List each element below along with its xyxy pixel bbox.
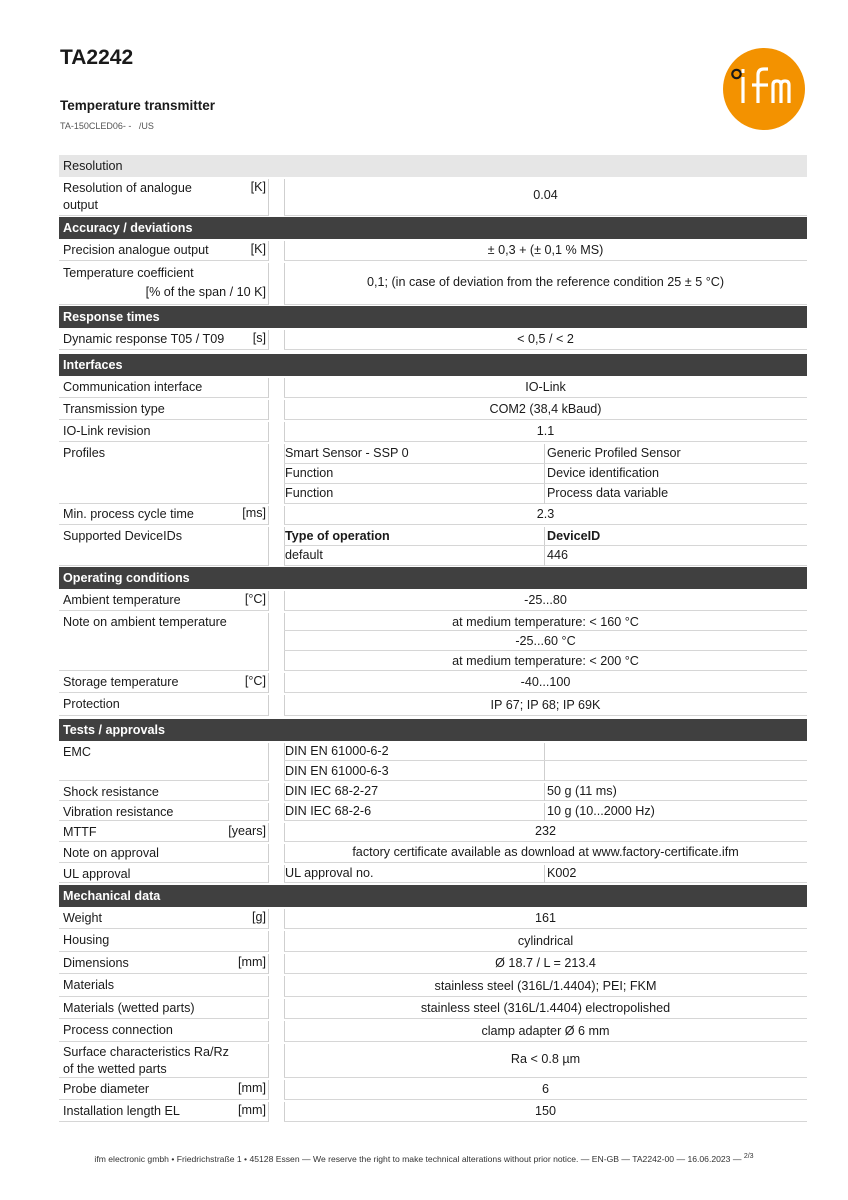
page-number: 2/3 [743, 1153, 754, 1160]
row-materials: Materials stainless steel (316L/1.4404); PEI; FKM [59, 974, 807, 997]
row-emc: EMC DIN EN 61000-6-2 DIN EN 61000-6-3 [59, 741, 807, 781]
section-accuracy: Accuracy / deviations [59, 217, 807, 239]
row-ul-approval: UL approval UL approval no. K002 [59, 863, 807, 883]
row-mttf: MTTF [years] 232 [59, 821, 807, 842]
row-shock-resistance: Shock resistance DIN IEC 68-2-27 50 g (11 ms) [59, 781, 807, 801]
section-response-times: Response times [59, 306, 807, 328]
row-resolution-analogue [59, 177, 807, 216]
section-mechanical-data: Mechanical data [59, 885, 807, 907]
product-code-title: TA2242 [60, 46, 134, 69]
row-materials-wetted: Materials (wetted parts) stainless steel (316L/1.4404) electropolished [59, 997, 807, 1019]
row-unit: [K] [250, 180, 266, 194]
row-supported-device-ids: Supported DeviceIDs Type of operation DeviceID default 446 [59, 525, 807, 566]
row-surface-characteristics: Surface characteristics Ra/Rz of the wetted parts Ra < 0.8 µm [59, 1042, 807, 1078]
section-tests-approvals: Tests / approvals [59, 719, 807, 741]
row-ambient-temperature: Ambient temperature [°C] -25...80 [59, 589, 807, 611]
product-subtitle: Temperature transmitter [60, 98, 216, 113]
row-profiles: Profiles Smart Sensor - SSP 0 Generic Profiled Sensor Function Device identification Function Process data variable [59, 442, 807, 504]
row-dynamic-response: Dynamic response T05 / T09 [s] < 0,5 / < 2 [59, 328, 807, 350]
row-iolink-revision: IO-Link revision 1.1 [59, 420, 807, 442]
row-storage-temperature: Storage temperature [°C] -40...100 [59, 671, 807, 693]
row-temperature-coefficient: Temperature coefficient [% of the span / 10 K] 0,1; (in case of deviation from the reference condition 25 ± 5 °C) [59, 261, 807, 305]
row-dimensions: Dimensions [mm] Ø 18.7 / L = 213.4 [59, 952, 807, 974]
row-probe-diameter: Probe diameter [mm] 6 [59, 1078, 807, 1100]
row-vibration-resistance: Vibration resistance DIN IEC 68-2-6 10 g (10...2000 Hz) [59, 801, 807, 821]
article-code: TA-150CLED06- - /US [60, 121, 154, 131]
row-note-on-approval: Note on approval factory certificate available as download at www.factory-certificate.ifm [59, 842, 807, 863]
section-interfaces: Interfaces [59, 354, 807, 376]
row-weight: Weight [g] 161 [59, 907, 807, 929]
section-operating-conditions: Operating conditions [59, 567, 807, 589]
row-protection: Protection IP 67; IP 68; IP 69K [59, 693, 807, 716]
page-footer: ifm electronic gmbh • Friedrichstraße 1 • 45128 Essen — We reserve the right to make technical alterations without prior notice. — EN-GB — TA2242-00 — 16.06.2023 — $^{2/3}$ [94, 1153, 754, 1164]
row-value: 0.04 [533, 188, 558, 202]
row-housing: Housing cylindrical [59, 929, 807, 952]
row-process-connection: Process connection clamp adapter Ø 6 mm [59, 1019, 807, 1042]
row-installation-length: Installation length EL [mm] 150 [59, 1100, 807, 1122]
section-resolution: Resolution [59, 155, 807, 177]
row-label: Resolution of analogue output [63, 181, 192, 212]
row-precision: Precision analogue output [K] ± 0,3 + (± 0,1 % MS) [59, 239, 807, 261]
ifm-logo [722, 47, 806, 131]
row-ambient-note: Note on ambient temperature at medium temperature: < 160 °C -25...60 °C at medium temperature: < 200 °C [59, 611, 807, 671]
row-min-cycle-time: Min. process cycle time [ms] 2.3 [59, 504, 807, 525]
row-transmission-type: Transmission type COM2 (38,4 kBaud) [59, 398, 807, 420]
row-communication-interface: Communication interface IO-Link [59, 376, 807, 398]
